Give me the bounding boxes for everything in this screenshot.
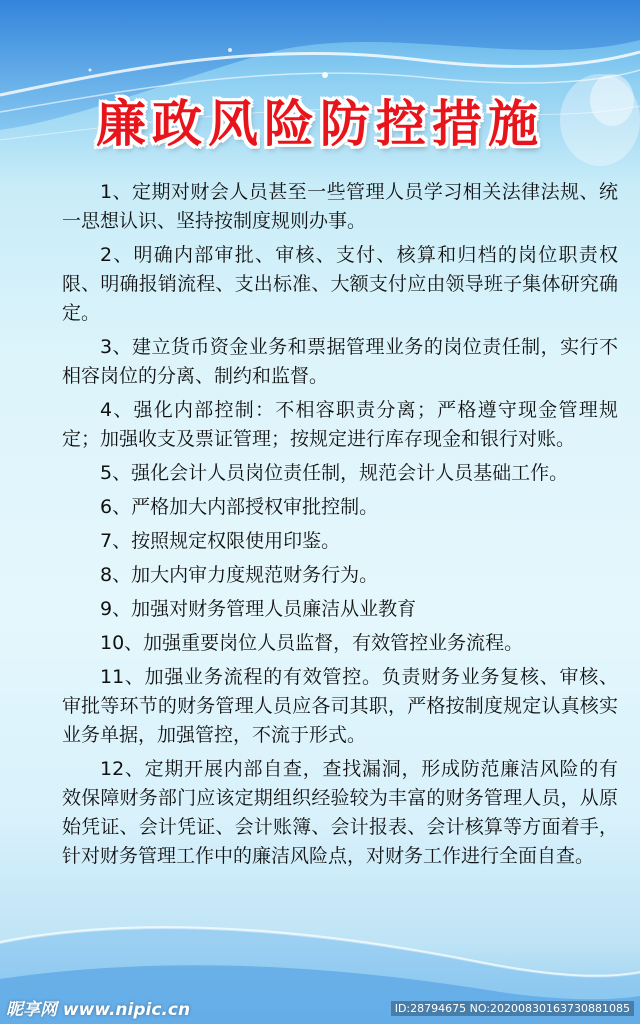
list-item: 8、加大内审力度规范财务行为。 <box>100 564 379 586</box>
list-item: 9、加强对财务管理人员廉洁从业教育 <box>100 598 417 620</box>
list-item: 5、强化会计人员岗位责任制，规范会计人员基础工作。 <box>100 462 569 484</box>
list-item: 12、定期开展内部自查，查找漏洞，形成防范廉洁风险的有效保障财务部门应该定期组织经验较为丰富的财务管理人员，从原始凭证、会计凭证、会计账簿、会计报表、会计核算等方面着手，针对财务管理工作中的廉洁风险点，对财务工作进行全面自查。 <box>62 758 618 867</box>
watermark-id: ID:28794675 NO:20200830163730881085 <box>391 1001 634 1016</box>
poster-title: 廉政风险防控措施 <box>96 95 544 153</box>
watermark-site: 昵享网 www.nipic.cn <box>6 1000 191 1020</box>
list-item: 1、定期对财会人员甚至一些管理人员学习相关法律法规、统一思想认识、坚持按制度规则办事。 <box>62 181 618 232</box>
list-item: 6、严格加大内部授权审批控制。 <box>100 496 379 518</box>
list-item: 4、强化内部控制：不相容职责分离；严格遵守现金管理规定；加强收支及票证管理；按规定进行库存现金和银行对账。 <box>62 399 618 450</box>
list-item: 11、加强业务流程的有效管控。负责财务业务复核、审核、审批等环节的财务管理人员应各司其职，严格按制度规定认真核实业务单据，加强管控，不流于形式。 <box>62 666 618 746</box>
list-item: 10、加强重要岗位人员监督，有效管控业务流程。 <box>100 632 524 654</box>
list-item: 2、明确内部审批、审核、支付、核算和归档的岗位职责权限、明确报销流程、支出标准、大额支付应由领导班子集体研究确定。 <box>62 244 618 324</box>
list-item: 7、按照规定权限使用印鉴。 <box>100 530 341 552</box>
measures-list <box>62 178 618 876</box>
list-item: 3、建立货币资金业务和票据管理业务的岗位责任制，实行不相容岗位的分离、制约和监督。 <box>62 336 618 387</box>
